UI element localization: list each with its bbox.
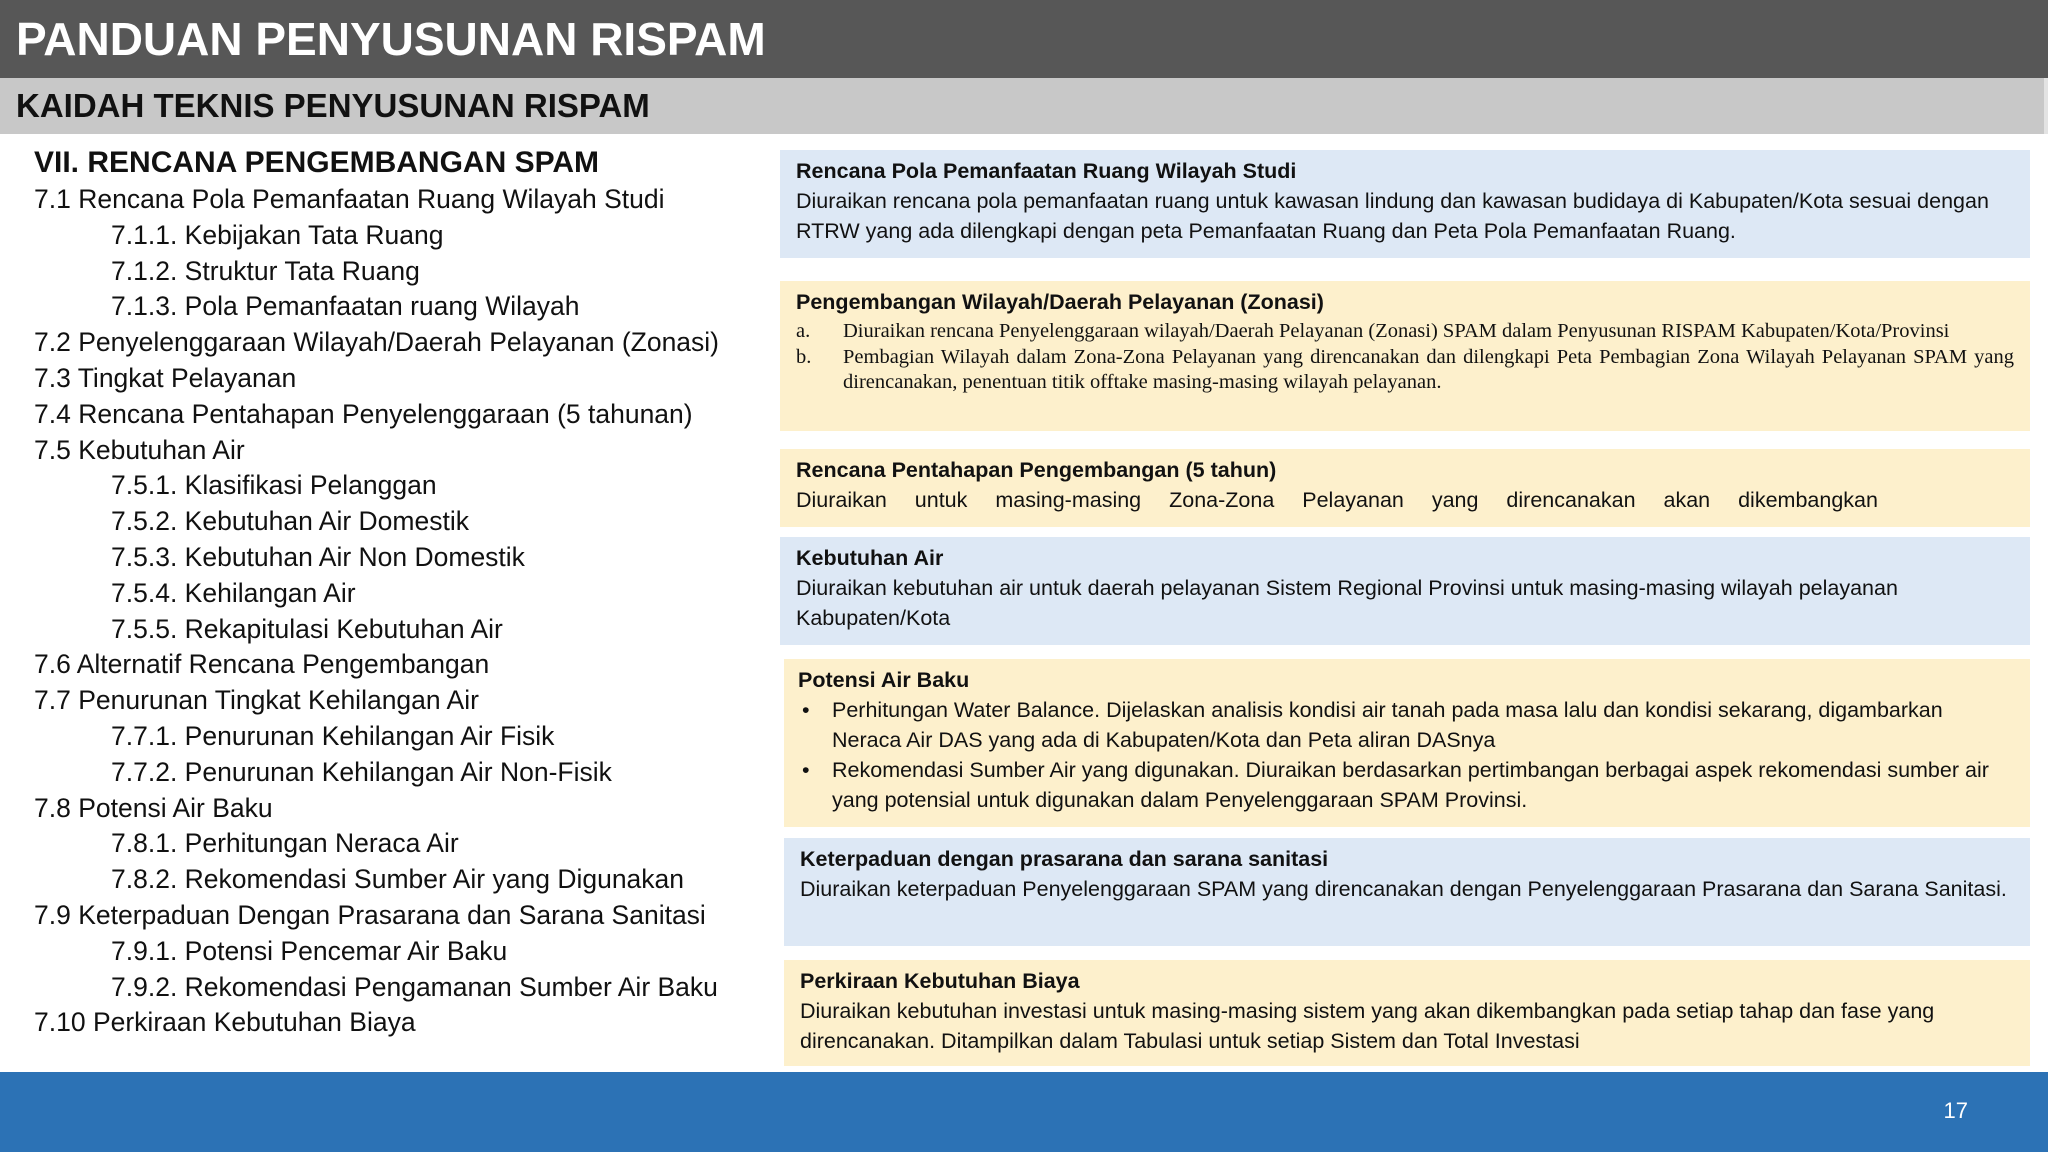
box-title: Keterpaduan dengan prasarana dan sarana sanitasi [800,847,1329,871]
toc-item: 7.3 Tingkat Pelayanan [34,362,297,393]
footer-bar [0,1072,2048,1152]
box-body: Diuraikan rencana pola pemanfaatan ruang untuk kawasan lindung dan kawasan budidaya di Kabupaten/Kota sesuai dengan RTRW yang ada dilengkapi dengan peta Pemanfaatan Ruang dan Peta Pola Pemanfaatan Ruang. [796,189,1989,243]
bullet-marker: • [802,758,810,782]
page-title: PANDUAN PENYUSUNAN RISPAM [0,0,2048,78]
box-title: Rencana Pola Pemanfaatan Ruang Wilayah Studi [796,159,1297,183]
toc-item: 7.1.1. Kebijakan Tata Ruang [111,219,444,250]
toc-item: 7.8.1. Perhitungan Neraca Air [111,828,459,859]
table-of-contents [34,144,774,1041]
box-title: Kebutuhan Air [796,546,944,570]
toc-item: 7.1.2. Struktur Tata Ruang [111,255,420,286]
zonasi-list [796,319,2014,396]
list-item [798,695,2016,755]
toc-item: 7.5 Kebutuhan Air [34,434,245,465]
subtitle-edge [2044,78,2048,134]
toc-item: 7.10 Perkiraan Kebutuhan Biaya [34,1007,416,1038]
list-item [796,319,2014,345]
toc-item: 7.8 Potensi Air Baku [34,792,273,823]
list-item [798,755,2016,815]
box-body: Diuraikan kebutuhan air untuk daerah pelayanan Sistem Regional Provinsi untuk masing-masing wilayah pelayanan Kabupaten/Kota [796,576,1898,630]
toc-item: 7.4 Rencana Pentahapan Penyelenggaraan (5 tahunan) [34,398,693,429]
section-subtitle: KAIDAH TEKNIS PENYUSUNAN RISPAM [0,78,2045,134]
list-text: Perhitungan Water Balance. Dijelaskan analisis kondisi air tanah pada masa lalu dan kondisi sekarang, digambarkan Neraca Air DAS yang ada di Kabupaten/Kota dan Peta aliran DASnya [832,698,1943,752]
list-item [796,345,2014,396]
info-box-kebutuhan-air [780,537,2030,645]
toc-item: 7.7 Penurunan Tingkat Kehilangan Air [34,685,479,716]
box-title: Potensi Air Baku [798,668,970,692]
toc-item: 7.1.3. Pola Pemanfaatan ruang Wilayah [111,291,580,322]
toc-item: 7.7.2. Penurunan Kehilangan Air Non-Fisik [111,756,612,787]
toc-item: 7.5.2. Kebutuhan Air Domestik [111,506,469,537]
toc-heading: VII. RENCANA PENGEMBANGAN SPAM [34,146,600,179]
air-baku-list [798,695,2016,815]
toc-item: 7.5.3. Kebutuhan Air Non Domestik [111,541,525,572]
toc-item: 7.2 Penyelenggaraan Wilayah/Daerah Pelayanan (Zonasi) [34,327,720,358]
info-box-zonasi [780,281,2030,431]
toc-item: 7.6 Alternatif Rencana Pengembangan [34,649,490,680]
info-box-pola-ruang [780,150,2030,258]
toc-item: 7.1 Rencana Pola Pemanfaatan Ruang Wilayah Studi [34,184,665,214]
bullet-marker: • [802,698,810,722]
page-number: 17 [1943,1098,1968,1123]
list-marker: a. [796,320,811,342]
toc-item: 7.9.2. Rekomendasi Pengamanan Sumber Air Baku [111,971,718,1002]
list-text: Rekomendasi Sumber Air yang digunakan. Diuraikan berdasarkan pertimbangan berbagai aspek rekomendasi sumber air yang potensial untuk digunakan dalam Penyelenggaraan SPAM Provinsi. [832,758,1989,812]
list-text: Diuraikan rencana Penyelenggaraan wilayah/Daerah Pelayanan (Zonasi) SPAM dalam Penyusunan RISPAM Kabupaten/Kota/Provinsi [843,320,1950,342]
box-title: Perkiraan Kebutuhan Biaya [800,969,1080,993]
box-body: Diuraikan untuk masing-masing Zona-Zona Pelayanan yang direncanakan akan dikembangkan [796,488,1878,512]
info-box-sanitasi [784,838,2030,946]
list-text: Pembagian Wilayah dalam Zona-Zona Pelayanan yang direncanakan dan dilengkapi Peta Pembagian Zona Wilayah Pelayanan SPAM yang direncanakan, penentuan titik offtake masing-masing wilayah pelayanan. [843,345,2014,393]
toc-item: 7.8.2. Rekomendasi Sumber Air yang Digunakan [111,864,685,895]
info-box-pentahapan [780,449,2030,527]
toc-item: 7.9.1. Potensi Pencemar Air Baku [111,935,508,966]
box-title: Pengembangan Wilayah/Daerah Pelayanan (Zonasi) [796,290,1324,314]
toc-item: 7.9 Keterpaduan Dengan Prasarana dan Sarana Sanitasi [34,899,706,930]
info-box-biaya [784,960,2030,1066]
info-box-air-baku [784,659,2030,827]
toc-item: 7.5.4. Kehilangan Air [111,577,356,608]
box-body: Diuraikan kebutuhan investasi untuk masing-masing sistem yang akan dikembangkan pada setiap tahap dan fase yang direncanakan. Ditampilkan dalam Tabulasi untuk setiap Sistem dan Total Investasi [800,999,1935,1053]
toc-item: 7.5.5. Rekapitulasi Kebutuhan Air [111,613,503,644]
box-title: Rencana Pentahapan Pengembangan (5 tahun) [796,458,1277,482]
box-body: Diuraikan keterpaduan Penyelenggaraan SPAM yang direncanakan dengan Penyelenggaraan Prasarana dan Sarana Sanitasi. [800,877,2007,901]
list-marker: b. [796,345,812,368]
toc-item: 7.7.1. Penurunan Kehilangan Air Fisik [111,720,555,751]
toc-item: 7.5.1. Klasifikasi Pelanggan [111,470,437,501]
toc-list [34,182,774,1041]
